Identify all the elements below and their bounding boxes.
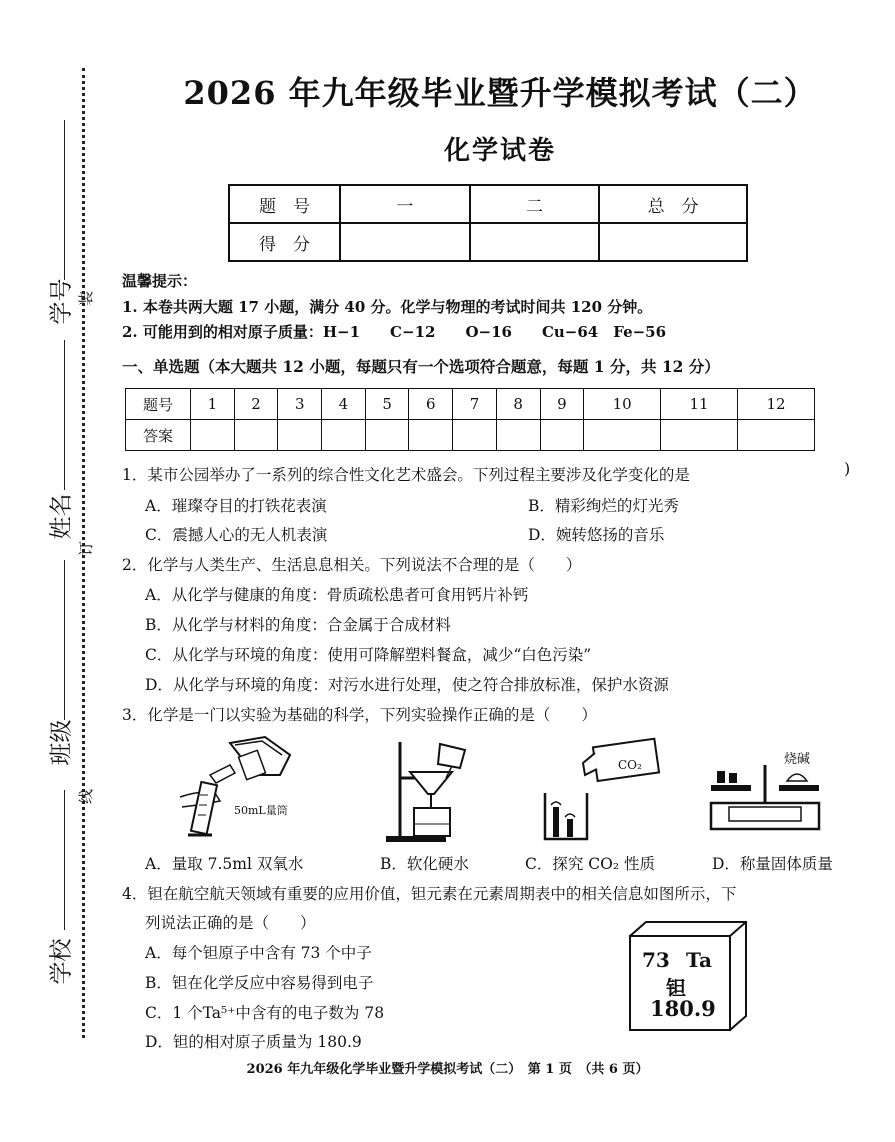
tips-item: 1. 本卷共两大题 17 小题，满分 40 分。化学与物理的考试时间共 120 分钟。 (122, 298, 653, 316)
page-footer: 2026 年九年级化学毕业暨升学模拟考试（二） 第 1 页 （共 6 页） (246, 1062, 649, 1077)
q1-option-d: D．婉转悠扬的音乐 (528, 526, 665, 544)
figure-c-co2-label: CO₂ (618, 758, 642, 772)
answer-number: 7 (453, 389, 497, 420)
answer-cell[interactable] (584, 420, 661, 451)
answer-row-label: 答案 (126, 420, 191, 451)
answer-cell[interactable] (191, 420, 235, 451)
school-line (64, 790, 65, 930)
answer-number: 2 (234, 389, 278, 420)
answer-number: 10 (584, 389, 661, 420)
answer-table-answer-row (126, 420, 815, 451)
binding-mark-xian: 线 (77, 788, 96, 805)
q2-stem: 2．化学与人类生产、生活息息相关。下列说法不合理的是（ ） (122, 556, 582, 574)
q4-stem-line2: 列说法正确的是（ ） (145, 914, 316, 932)
element-card-tantalum (628, 920, 748, 1032)
answer-cell[interactable] (322, 420, 366, 451)
score-cell[interactable] (599, 223, 747, 261)
score-header-cell: 总 分 (599, 185, 747, 223)
q3-option-b: B．软化硬水 (380, 855, 469, 873)
q1-stem: 1．某市公园举办了一系列的综合性文化艺术盛会。下列过程主要涉及化学变化的是 (122, 466, 690, 484)
student-id-line (64, 120, 65, 280)
q4-option-b: B．钽在化学反应中容易得到电子 (145, 974, 374, 992)
q2-option-c: C．从化学与环境的角度：使用可降解塑料餐盒，减少“白色污染” (145, 646, 592, 664)
answer-cell[interactable] (453, 420, 497, 451)
q3-option-a: A．量取 7.5ml 双氧水 (145, 855, 304, 873)
score-row-label: 得 分 (229, 223, 340, 261)
figure-a-label: 50mL量筒 (234, 804, 288, 817)
q1-paren: ) (844, 459, 851, 478)
school-label: 学校 (48, 938, 75, 985)
answer-cell[interactable] (540, 420, 584, 451)
element-mass: 180.9 (650, 996, 716, 1021)
q1-option-b: B．精彩绚烂的灯光秀 (528, 497, 679, 515)
answer-number: 9 (540, 389, 584, 420)
answer-cell[interactable] (409, 420, 453, 451)
score-table-score-row (229, 223, 747, 261)
binding-strip (0, 0, 105, 1142)
answer-number: 11 (661, 389, 738, 420)
answer-cell[interactable] (278, 420, 322, 451)
answer-cell[interactable] (234, 420, 278, 451)
figure-c-co2-experiment (535, 735, 665, 843)
figure-d-naoh-label: 烧碱 (784, 752, 811, 767)
q2-option-a: A．从化学与健康的角度：骨质疏松患者可食用钙片补钙 (145, 586, 529, 604)
answer-cell[interactable] (496, 420, 540, 451)
answer-number: 12 (738, 389, 815, 420)
answer-table-number-row (126, 389, 815, 420)
q4-option-c: C．1 个Ta⁵⁺中含有的电子数为 78 (145, 1004, 385, 1022)
section1-heading: 一、单选题（本大题共 12 小题，每题只有一个选项符合题意，每题 1 分，共 12 分） (122, 357, 720, 376)
name-label: 姓名 (48, 493, 75, 540)
score-table-header-row (229, 185, 747, 223)
student-id-label: 学号 (48, 278, 75, 325)
q4-option-d: D．钽的相对原子质量为 180.9 (145, 1033, 362, 1051)
binding-mark-zhuang: 装 (77, 290, 96, 307)
score-header-cell: 题 号 (229, 185, 340, 223)
score-cell[interactable] (470, 223, 600, 261)
exam-subtitle: 化学试卷 (443, 136, 556, 166)
answer-number: 3 (278, 389, 322, 420)
binding-mark-ding: 订 (77, 540, 96, 557)
q3-option-d: D．称量固体质量 (712, 855, 833, 873)
q1-option-c: C．震撼人心的无人机表演 (145, 526, 328, 544)
exam-title: 2026 年九年级毕业暨升学模拟考试（二） (183, 74, 817, 112)
figure-b-filtration (380, 738, 490, 844)
q4-option-a: A．每个钽原子中含有 73 个中子 (145, 944, 372, 962)
answer-table (125, 388, 815, 451)
q3-stem: 3．化学是一门以实验为基础的科学，下列实验操作正确的是（ ） (122, 706, 597, 724)
element-name: 钽 (666, 976, 686, 1000)
score-table (228, 184, 748, 262)
q2-option-b: B．从化学与材料的角度：合金属于合成材料 (145, 616, 451, 634)
score-header-cell: 一 (340, 185, 470, 223)
score-header-cell: 二 (470, 185, 600, 223)
answer-number: 1 (191, 389, 235, 420)
answer-cell[interactable] (661, 420, 738, 451)
answer-row-label: 题号 (126, 389, 191, 420)
figure-a-measuring-cylinder (170, 735, 310, 843)
answer-number: 4 (322, 389, 366, 420)
answer-cell[interactable] (365, 420, 409, 451)
answer-number: 8 (496, 389, 540, 420)
answer-cell[interactable] (738, 420, 815, 451)
score-cell[interactable] (340, 223, 470, 261)
class-line (64, 560, 65, 720)
class-label: 班级 (48, 719, 75, 766)
answer-number: 5 (365, 389, 409, 420)
element-atomic-number: 73 (642, 948, 670, 972)
answer-number: 6 (409, 389, 453, 420)
name-line (64, 340, 65, 490)
tips-item: 2. 可能用到的相对原子质量：H−1 C−12 O−16 Cu−64 Fe−56 (122, 323, 667, 341)
q2-option-d: D．从化学与环境的角度：对污水进行处理，使之符合排放标准，保护水资源 (145, 676, 669, 694)
element-symbol: Ta (686, 948, 712, 972)
q4-stem-line1: 4．钽在航空航天领域有重要的应用价值，钽元素在元素周期表中的相关信息如图所示，下 (122, 885, 737, 903)
tips-title: 温馨提示： (122, 272, 198, 290)
q3-option-c: C．探究 CO₂ 性质 (525, 855, 655, 873)
q1-option-a: A．璀璨夺目的打铁花表演 (145, 497, 327, 515)
